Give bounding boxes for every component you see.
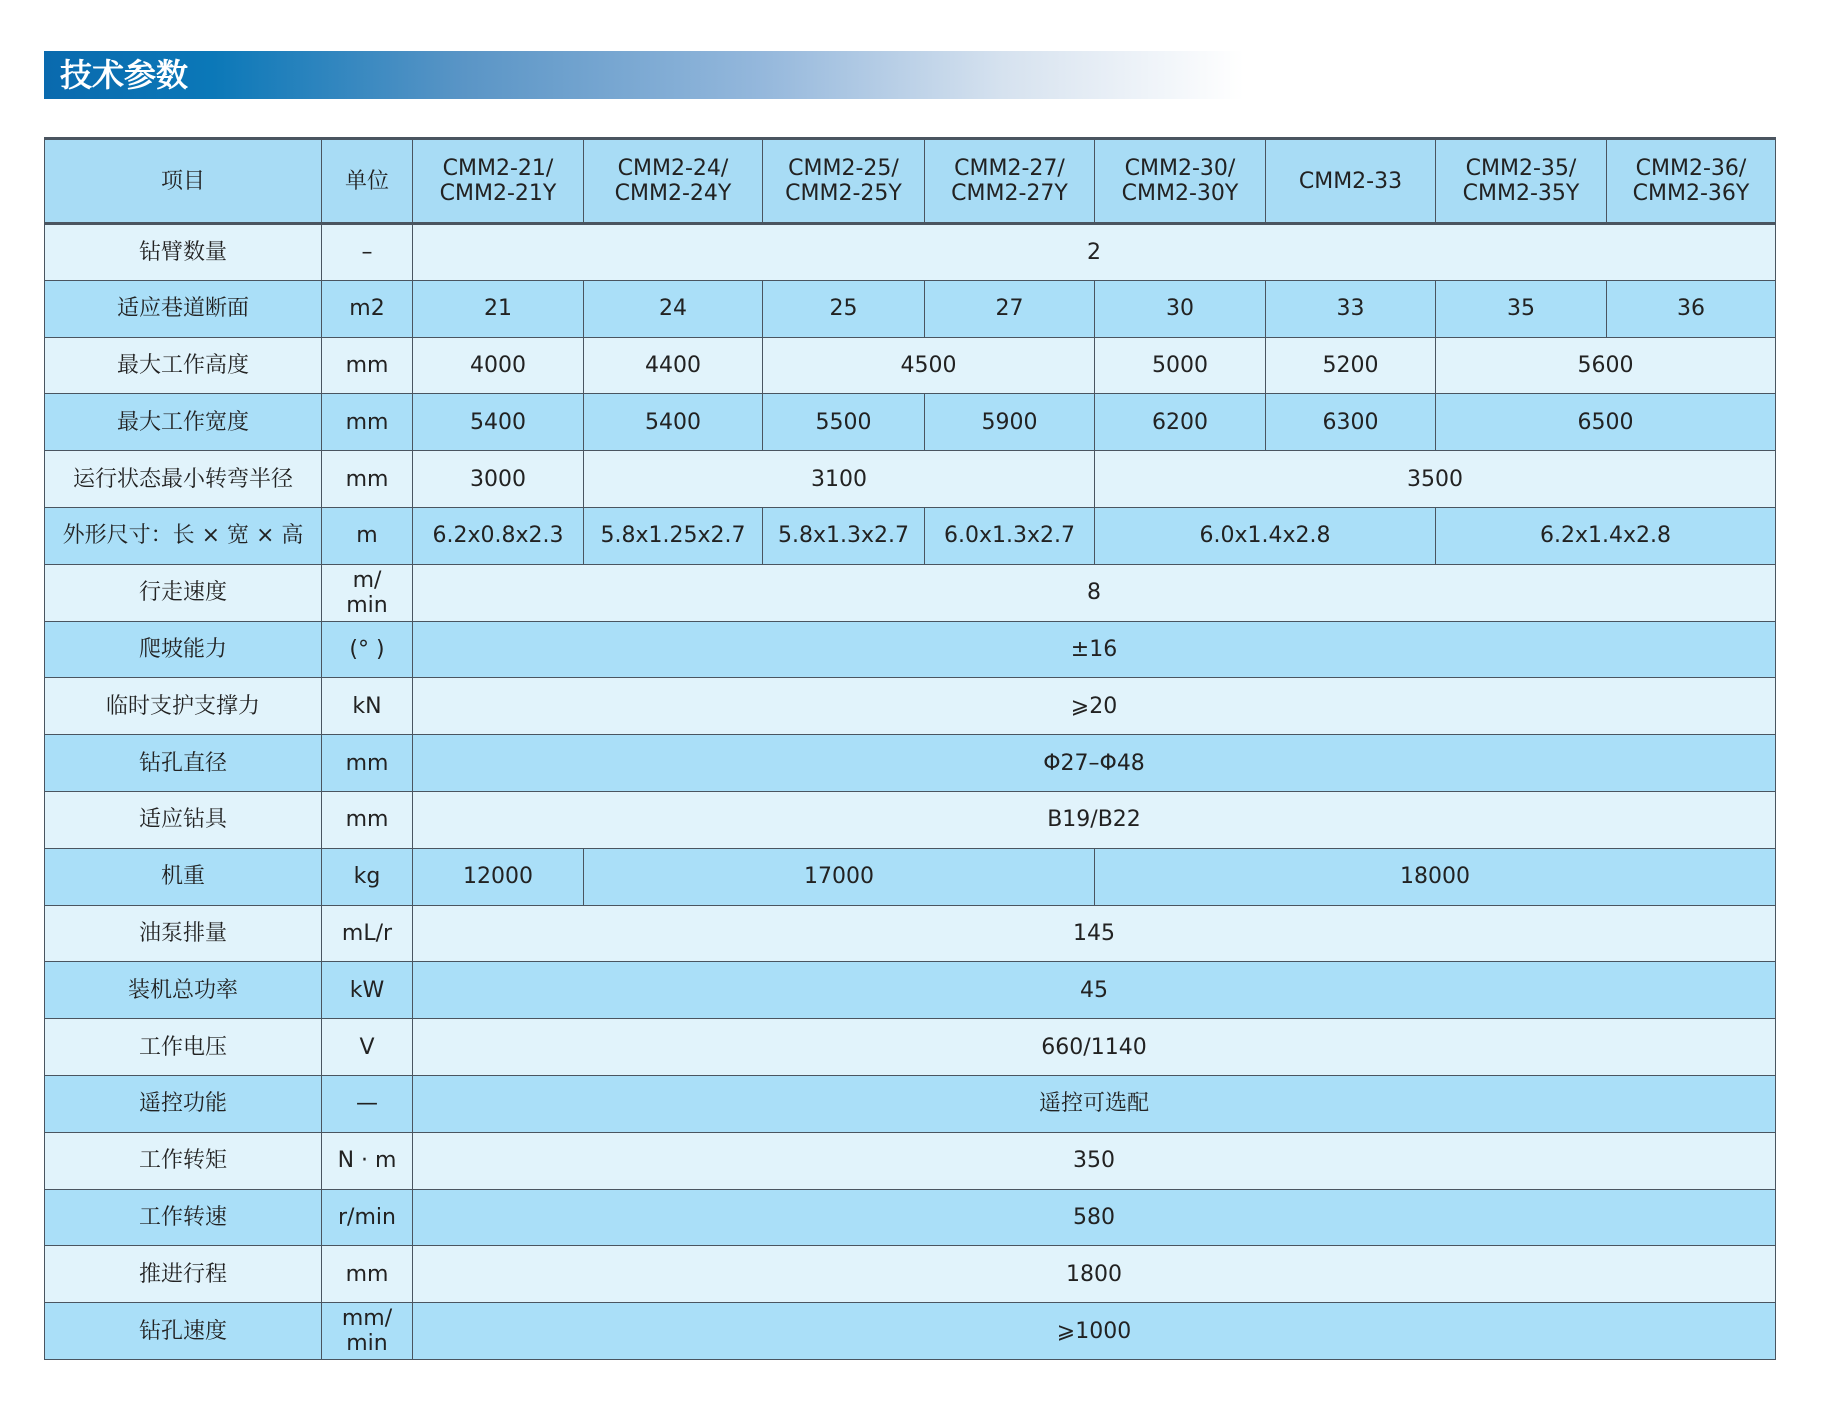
unit-cell: m/ min <box>322 564 413 621</box>
value-cell: 36 <box>1607 280 1776 337</box>
value-cell: 8 <box>413 564 1776 621</box>
table-row <box>45 394 1776 451</box>
table-row <box>45 1075 1776 1132</box>
table-row <box>45 735 1776 792</box>
value-cell: 35 <box>1436 280 1607 337</box>
value-cell: 17000 <box>584 848 1095 905</box>
item-label: 工作转矩 <box>45 1132 322 1189</box>
value-cell: ±16 <box>413 621 1776 678</box>
value-cell: 5400 <box>413 394 584 451</box>
unit-cell: mm <box>322 791 413 848</box>
unit-cell: mm <box>322 735 413 792</box>
item-label: 爬坡能力 <box>45 621 322 678</box>
value-cell: 5900 <box>925 394 1095 451</box>
value-cell: 5.8x1.25x2.7 <box>584 507 763 564</box>
value-cell: 24 <box>584 280 763 337</box>
value-cell: 350 <box>413 1132 1776 1189</box>
value-cell: 6500 <box>1436 394 1776 451</box>
item-label: 最大工作高度 <box>45 337 322 394</box>
unit-cell: kN <box>322 678 413 735</box>
unit-cell: mL/r <box>322 905 413 962</box>
item-label: 钻孔直径 <box>45 735 322 792</box>
value-cell: 5.8x1.3x2.7 <box>763 507 925 564</box>
table-row <box>45 451 1776 508</box>
column-header: CMM2-25/ CMM2-25Y <box>763 139 925 224</box>
value-cell: 4400 <box>584 337 763 394</box>
item-label: 工作转速 <box>45 1189 322 1246</box>
unit-cell: N · m <box>322 1132 413 1189</box>
item-label: 最大工作宽度 <box>45 394 322 451</box>
table-row <box>45 905 1776 962</box>
value-cell: 5500 <box>763 394 925 451</box>
column-header: CMM2-27/ CMM2-27Y <box>925 139 1095 224</box>
item-label: 运行状态最小转弯半径 <box>45 451 322 508</box>
unit-cell: V <box>322 1019 413 1076</box>
column-header: CMM2-35/ CMM2-35Y <box>1436 139 1607 224</box>
table-row <box>45 678 1776 735</box>
value-cell: 5400 <box>584 394 763 451</box>
item-label: 钻臂数量 <box>45 224 322 281</box>
value-cell: 5600 <box>1436 337 1776 394</box>
table-row <box>45 1189 1776 1246</box>
table-row <box>45 621 1776 678</box>
value-cell: 1800 <box>413 1246 1776 1303</box>
column-header: CMM2-24/ CMM2-24Y <box>584 139 763 224</box>
value-cell: 4000 <box>413 337 584 394</box>
item-label: 外形尺寸：长 × 宽 × 高 <box>45 507 322 564</box>
table-row <box>45 791 1776 848</box>
value-cell: 21 <box>413 280 584 337</box>
value-cell: 27 <box>925 280 1095 337</box>
spec-table <box>44 137 1776 1360</box>
value-cell: 12000 <box>413 848 584 905</box>
value-cell: 2 <box>413 224 1776 281</box>
table-row <box>45 280 1776 337</box>
value-cell: 6.2x0.8x2.3 <box>413 507 584 564</box>
item-label: 装机总功率 <box>45 962 322 1019</box>
item-label: 适应钻具 <box>45 791 322 848</box>
column-header: 单位 <box>322 139 413 224</box>
value-cell: 580 <box>413 1189 1776 1246</box>
unit-cell: m2 <box>322 280 413 337</box>
value-cell: 遥控可选配 <box>413 1075 1776 1132</box>
section-title: 技术参数 <box>60 56 189 94</box>
value-cell: B19/B22 <box>413 791 1776 848</box>
table-row <box>45 224 1776 281</box>
value-cell: 25 <box>763 280 925 337</box>
value-cell: 3100 <box>584 451 1095 508</box>
unit-cell: m <box>322 507 413 564</box>
table-row <box>45 1246 1776 1303</box>
column-header: CMM2-30/ CMM2-30Y <box>1095 139 1266 224</box>
unit-cell: (° ) <box>322 621 413 678</box>
item-label: 机重 <box>45 848 322 905</box>
unit-cell: mm <box>322 337 413 394</box>
unit-cell: mm/ min <box>322 1303 413 1360</box>
value-cell: 660/1140 <box>413 1019 1776 1076</box>
value-cell: 6.0x1.3x2.7 <box>925 507 1095 564</box>
table-row <box>45 848 1776 905</box>
unit-cell: – <box>322 224 413 281</box>
unit-cell: mm <box>322 394 413 451</box>
value-cell: 3000 <box>413 451 584 508</box>
table-row <box>45 962 1776 1019</box>
value-cell: 5200 <box>1266 337 1436 394</box>
table-row <box>45 564 1776 621</box>
value-cell: ⩾20 <box>413 678 1776 735</box>
table-row <box>45 507 1776 564</box>
unit-cell: — <box>322 1075 413 1132</box>
unit-cell: kg <box>322 848 413 905</box>
table-row <box>45 337 1776 394</box>
value-cell: 6200 <box>1095 394 1266 451</box>
item-label: 钻孔速度 <box>45 1303 322 1360</box>
value-cell: 5000 <box>1095 337 1266 394</box>
value-cell: 45 <box>413 962 1776 1019</box>
item-label: 油泵排量 <box>45 905 322 962</box>
value-cell: 4500 <box>763 337 1095 394</box>
item-label: 行走速度 <box>45 564 322 621</box>
value-cell: 145 <box>413 905 1776 962</box>
value-cell: 3500 <box>1095 451 1776 508</box>
value-cell: 30 <box>1095 280 1266 337</box>
column-header: CMM2-33 <box>1266 139 1436 224</box>
value-cell: 6.0x1.4x2.8 <box>1095 507 1436 564</box>
item-label: 临时支护支撑力 <box>45 678 322 735</box>
table-row <box>45 1303 1776 1360</box>
unit-cell: r/min <box>322 1189 413 1246</box>
item-label: 遥控功能 <box>45 1075 322 1132</box>
value-cell: ⩾1000 <box>413 1303 1776 1360</box>
unit-cell: mm <box>322 451 413 508</box>
section-title-bar <box>44 51 1244 99</box>
header-row <box>45 139 1776 224</box>
table-row <box>45 1132 1776 1189</box>
value-cell: 6.2x1.4x2.8 <box>1436 507 1776 564</box>
column-header: CMM2-21/ CMM2-21Y <box>413 139 584 224</box>
item-label: 推进行程 <box>45 1246 322 1303</box>
item-label: 适应巷道断面 <box>45 280 322 337</box>
value-cell: 18000 <box>1095 848 1776 905</box>
table-row <box>45 1019 1776 1076</box>
unit-cell: kW <box>322 962 413 1019</box>
item-label: 工作电压 <box>45 1019 322 1076</box>
value-cell: 33 <box>1266 280 1436 337</box>
column-header: 项目 <box>45 139 322 224</box>
value-cell: Φ27–Φ48 <box>413 735 1776 792</box>
unit-cell: mm <box>322 1246 413 1303</box>
column-header: CMM2-36/ CMM2-36Y <box>1607 139 1776 224</box>
value-cell: 6300 <box>1266 394 1436 451</box>
